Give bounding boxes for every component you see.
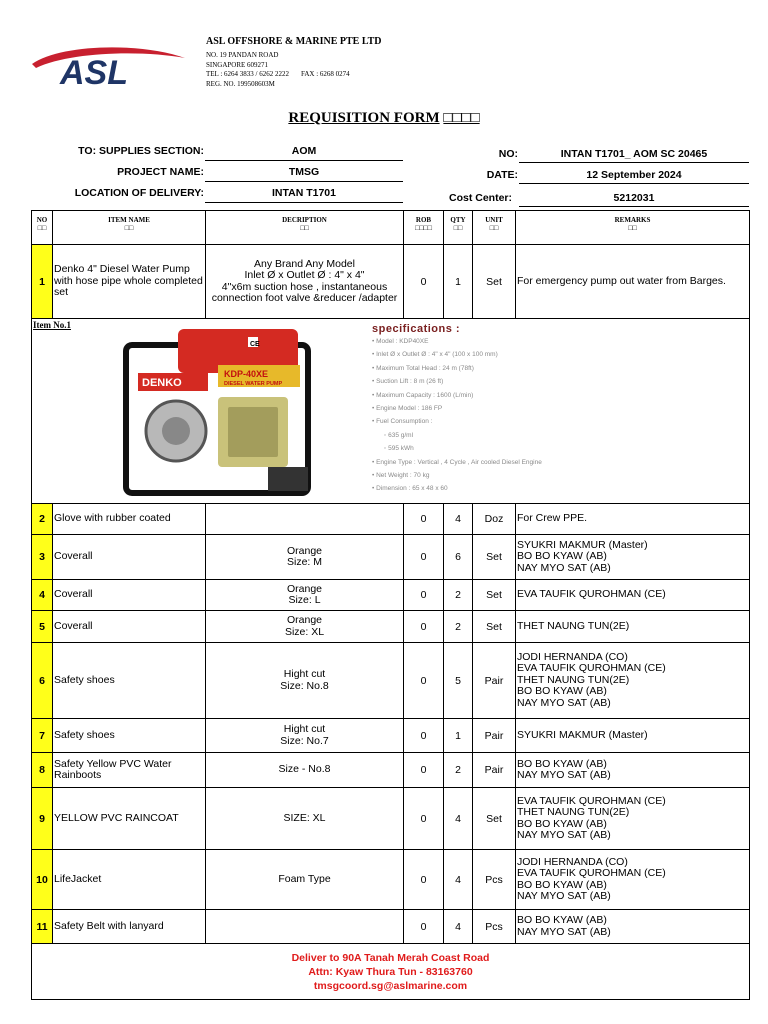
header-remarks: REMARKS □□ [516,211,750,245]
item-description: Hight cut Size: No.7 [206,719,404,753]
spec-line: • Inlet Ø x Outlet Ø : 4" x 4" (100 x 100 mm) [372,351,498,359]
item-unit: Set [473,611,516,643]
item-description: Orange Size: XL [206,611,404,643]
company-address2: SINGAPORE 609271 [206,60,269,69]
delivery-attention: Attn: Kyaw Thura Tun - 83163760 [308,965,473,978]
item-remarks: SYUKRI MAKMUR (Master) [516,719,750,753]
item-name: Glove with rubber coated [53,504,206,535]
item-name: Coverall [53,535,206,580]
item-description [206,910,404,944]
table-row [32,643,750,719]
image-cell [32,319,750,504]
company-address1: NO. 19 PANDAN ROAD [206,51,279,59]
cost-center-label: Cost Center: [448,192,512,204]
table-row [32,910,750,944]
specs-panel [372,323,672,496]
item-no: 7 [32,719,53,753]
requisition-table [31,210,750,1000]
item-unit: Set [473,245,516,319]
item-name: Coverall [53,611,206,643]
no-value: INTAN T1701_ AOM SC 20465 [519,148,749,163]
item-name: Safety Yellow PVC Water Rainboots [53,753,206,788]
item-name: YELLOW PVC RAINCOAT [53,788,206,850]
item-description: Orange Size: M [206,535,404,580]
location-label: LOCATION OF DELIVERY: [74,187,204,199]
company-reg: REG. NO. 199508603M [206,79,275,88]
spec-line: • Maximum Capacity : 1600 (L/min) [372,391,474,399]
specs-title: specifications : [372,323,461,335]
company-phone-line [206,70,382,80]
item-unit: Pcs [473,910,516,944]
image-caption: Item No.1 [33,320,71,330]
item-no: 10 [32,850,53,910]
item-rob: 0 [404,535,444,580]
table-row [32,504,750,535]
item-rob: 0 [404,580,444,611]
item-remarks: JODI HERNANDA (CO) EVA TAUFIK QUROHMAN (CE) THET NAUNG TUN(2E) BO BO KYAW (AB) NAY MYO SAT (AB) [516,643,750,719]
spec-line: • Engine Model : 186 FP [372,405,443,413]
item-remarks: SYUKRI MAKMUR (Master) BO BO KYAW (AB) NAY MYO SAT (AB) [516,535,750,580]
item-rob: 0 [404,643,444,719]
company-logo [30,42,190,90]
form-title-text: REQUISITION FORM [288,110,440,126]
item-rob: 0 [404,753,444,788]
form-title [0,110,768,127]
spec-line: • Suction Lift : 8 m (26 ft) [372,378,444,386]
item-qty: 1 [444,719,473,753]
delivery-address: Deliver to 90A Tanah Merah Coast Road [291,951,490,964]
item-unit: Pcs [473,850,516,910]
item-unit: Doz [473,504,516,535]
image-row [32,319,750,504]
spec-line: • Maximum Total Head : 24 m (78ft) [372,364,474,372]
pump-image [118,327,318,499]
date-value: 12 September 2024 [519,169,749,184]
item-qty: 2 [444,580,473,611]
item-qty: 4 [444,910,473,944]
item-name: Safety Belt with lanyard [53,910,206,944]
item-qty: 2 [444,753,473,788]
table-row [32,580,750,611]
delivery-email[interactable]: tmsgcoord.sg@aslmarine.com [313,979,468,992]
no-label: NO: [498,148,518,160]
table-row [32,535,750,580]
item-rob: 0 [404,719,444,753]
item-no: 5 [32,611,53,643]
date-label: DATE: [486,169,518,181]
item-no: 9 [32,788,53,850]
to-value: AOM [205,145,403,161]
item-unit: Set [473,535,516,580]
item-rob: 0 [404,910,444,944]
table-header-row [32,211,750,245]
item-no: 11 [32,910,53,944]
item-description: SIZE: XL [206,788,404,850]
to-label: TO: SUPPLIES SECTION: [78,145,204,157]
company-fax: FAX : 6268 0274 [300,70,350,78]
item-no: 6 [32,643,53,719]
item-no: 4 [32,580,53,611]
pump-ce-mark: CE [250,341,260,348]
item-unit: Pair [473,643,516,719]
item-qty: 4 [444,850,473,910]
item-qty: 1 [444,245,473,319]
company-name: ASL OFFSHORE & MARINE PTE LTD [206,36,382,47]
item-no: 3 [32,535,53,580]
header-no: NO □□ [32,211,53,245]
table-row [32,719,750,753]
spec-line: • Engine Type : Vertical , 4 Cycle , Air cooled Diesel Engine [372,458,542,466]
company-block [206,36,382,89]
item-rob: 0 [404,788,444,850]
logo-text: ASL [60,54,128,90]
item-qty: 5 [444,643,473,719]
item-no: 1 [32,245,53,319]
item-remarks: For emergency pump out water from Barges. [516,245,750,319]
item-description: Size - No.8 [206,753,404,788]
item-name: Denko 4" Diesel Water Pump with hose pipe whole completed set [53,245,206,319]
item-qty: 4 [444,788,473,850]
header-description: DECRIPTION □□ [206,211,404,245]
spec-line: • Fuel Consumption : [372,418,433,426]
pump-model: KDP-40XE [224,369,269,379]
header-unit: UNIT □□ [473,211,516,245]
item-rob: 0 [404,504,444,535]
item-description [206,504,404,535]
cost-center-value: 5212031 [519,192,749,207]
spec-line: • Model : KDP40XE [372,338,429,345]
pump-brand: DENKO [142,377,182,389]
table-row [32,611,750,643]
item-qty: 4 [444,504,473,535]
header-item: ITEM NAME □□ [53,211,206,245]
table-row [32,245,750,319]
item-no: 2 [32,504,53,535]
item-no: 8 [32,753,53,788]
item-unit: Set [473,580,516,611]
table-row [32,788,750,850]
table-row [32,753,750,788]
spec-line: • Net Weight : 70 kg [372,472,430,480]
form-title-suffix: □□□□ [443,110,480,126]
spec-line: ◦ 595 kWh [384,445,414,453]
item-description: Foam Type [206,850,404,910]
item-name: Safety shoes [53,719,206,753]
item-description: Hight cut Size: No.8 [206,643,404,719]
spec-line: • Dimension : 65 x 48 x 60 [372,485,448,493]
location-value: INTAN T1701 [205,187,403,203]
pump-subtitle: DIESEL WATER PUMP [224,381,283,387]
project-label: PROJECT NAME: [117,166,204,178]
item-name: Safety shoes [53,643,206,719]
item-rob: 0 [404,611,444,643]
item-remarks: For Crew PPE. [516,504,750,535]
item-qty: 2 [444,611,473,643]
item-name: Coverall [53,580,206,611]
item-remarks: EVA TAUFIK QUROHMAN (CE) [516,580,750,611]
item-unit: Pair [473,753,516,788]
item-remarks: THET NAUNG TUN(2E) [516,611,750,643]
project-value: TMSG [205,166,403,182]
item-qty: 6 [444,535,473,580]
item-remarks: BO BO KYAW (AB) NAY MYO SAT (AB) [516,753,750,788]
footer-row [32,944,750,1000]
item-description: Orange Size: L [206,580,404,611]
company-tel: TEL : 6264 3833 / 6262 2222 [206,70,289,78]
header-qty: QTY □□ [444,211,473,245]
item-unit: Set [473,788,516,850]
item-rob: 0 [404,245,444,319]
item-description: Any Brand Any Model Inlet Ø x Outlet Ø : 4" x 4" 4"x6m suction hose , instantaneous connection foot valve &reducer /adapter [206,245,404,319]
item-name: LifeJacket [53,850,206,910]
item-unit: Pair [473,719,516,753]
table-row [32,850,750,910]
header-rob: ROB □□□□ [404,211,444,245]
spec-line: ◦ 635 g/ml [384,431,414,439]
item-remarks: BO BO KYAW (AB) NAY MYO SAT (AB) [516,910,750,944]
delivery-instructions [32,944,750,1000]
item-remarks: EVA TAUFIK QUROHMAN (CE) THET NAUNG TUN(2E) BO BO KYAW (AB) NAY MYO SAT (AB) [516,788,750,850]
item-rob: 0 [404,850,444,910]
item-remarks: JODI HERNANDA (CO) EVA TAUFIK QUROHMAN (CE) BO BO KYAW (AB) NAY MYO SAT (AB) [516,850,750,910]
